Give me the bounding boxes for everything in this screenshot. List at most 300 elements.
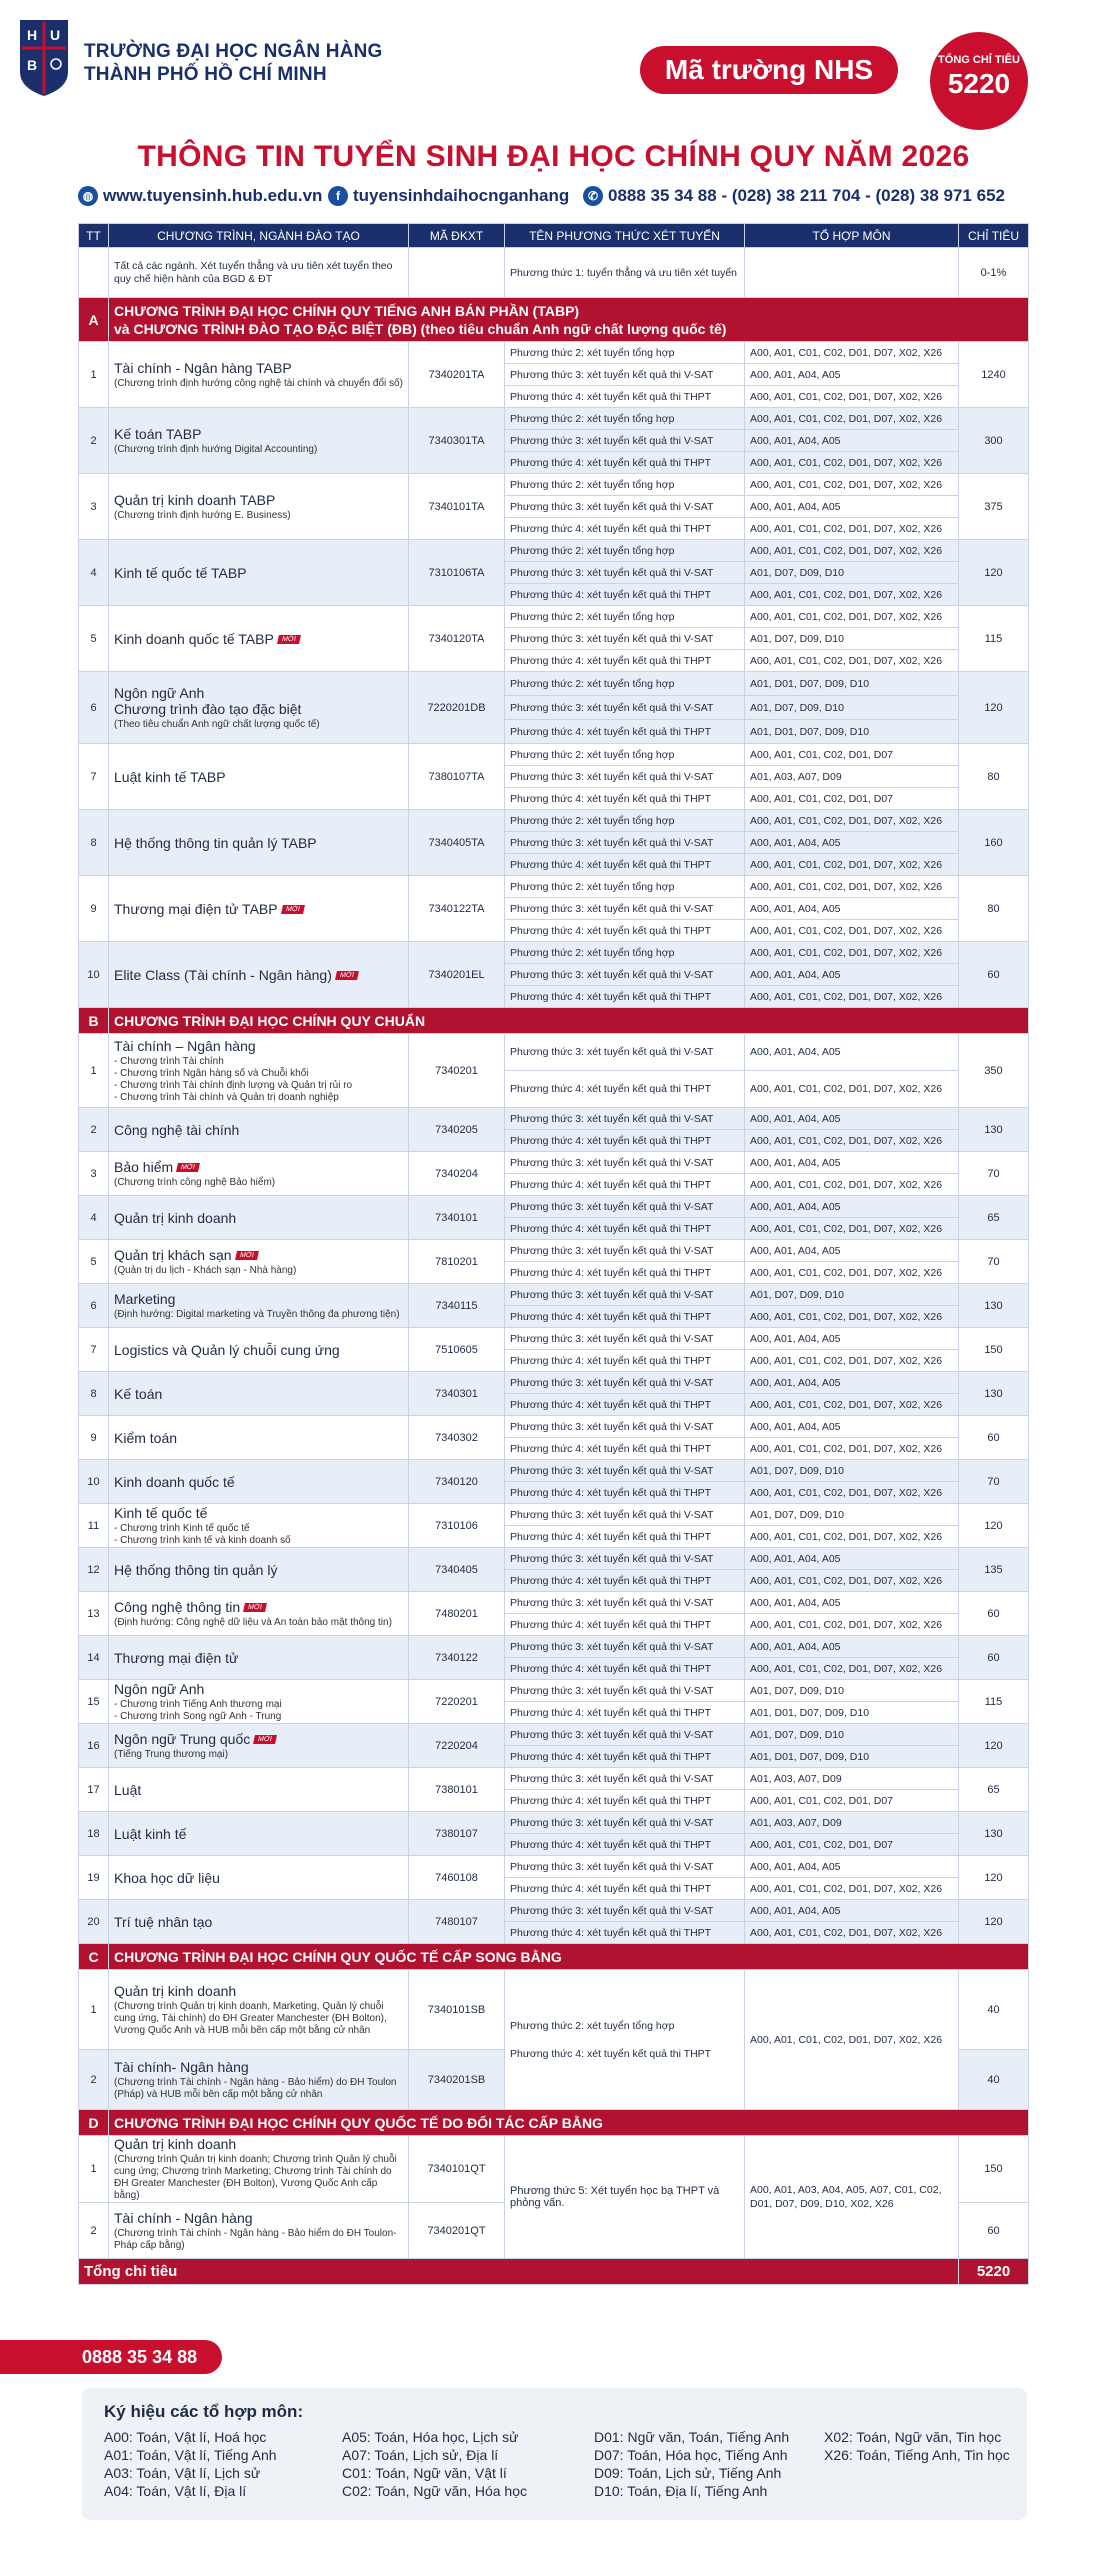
admission-method: Phương thức 4: xét tuyển kết quả thi THPT — [505, 1570, 745, 1592]
admission-method: Phương thức 3: xét tuyển kết quả thi V-SAT — [505, 1416, 745, 1438]
subject-combo: A00, A01, C01, C02, D01, D07, X02, X26 — [745, 876, 959, 898]
admission-method: Phương thức 2: xét tuyển tổng hợp — [505, 540, 745, 562]
program-code: 7340302 — [409, 1416, 505, 1460]
admission-method: Phương thức 4: xét tuyển kết quả thi THPT — [505, 518, 745, 540]
admissions-table-wrap — [78, 223, 1028, 2285]
school-name-line1: TRƯỜNG ĐẠI HỌC NGÂN HÀNG — [84, 41, 383, 62]
admission-method: Phương thức 2: xét tuyển tổng hợp — [505, 408, 745, 430]
admission-method: Phương thức 4: xét tuyển kết quả thi THPT — [505, 1526, 745, 1548]
program-code: 7380107 — [409, 1812, 505, 1856]
row-tt: 7 — [79, 1328, 109, 1372]
program-code: 7310106 — [409, 1504, 505, 1548]
program-name — [109, 1416, 409, 1460]
admission-method: Phương thức 3: xét tuyển kết quả thi V-SAT — [505, 1548, 745, 1570]
row-tt: 9 — [79, 876, 109, 942]
program-title: Hệ thống thông tin quản lý — [114, 1561, 278, 1578]
subject-combo: A00, A01, C01, C02, D01, D07, X02, X26 — [745, 1350, 959, 1372]
program-name — [109, 408, 409, 474]
admission-method: Phương thức 4: xét tuyển kết quả thi THPT — [505, 920, 745, 942]
program-note: (Theo tiêu chuẩn Anh ngữ chất lượng quốc tế) — [114, 718, 320, 730]
subject-combo: A00, A01, C01, C02, D01, D07, X02, X26 — [745, 584, 959, 606]
program-title: Công nghệ thông tin — [114, 1598, 241, 1615]
program-code: 7340101TA — [409, 474, 505, 540]
program-title: Luật kinh tế TABP — [114, 768, 226, 785]
row-tt: 16 — [79, 1724, 109, 1768]
admission-method: Phương thức 3: xét tuyển kết quả thi V-SAT — [505, 1328, 745, 1350]
program-name — [109, 1900, 409, 1944]
program-code: 7340101SB — [409, 1970, 505, 2050]
program-name — [109, 1196, 409, 1240]
legend-item: A03: Toán, Vật lí, Lịch sử — [104, 2465, 261, 2481]
program-quota: 130 — [959, 1284, 1029, 1328]
row-tt: 1 — [79, 2136, 109, 2203]
subject-combo: A00, A01, A04, A05 — [745, 1196, 959, 1218]
admission-method: Phương thức 2: xét tuyển tổng hợp — [505, 606, 745, 628]
school-name — [84, 40, 383, 86]
phone-numbers[interactable]: 0888 35 34 88 - (028) 38 211 704 - (028) 38 971 652 — [608, 186, 1005, 205]
program-note: - Chương trình Kinh tế quốc tế — [114, 1522, 250, 1534]
legend-item: D01: Ngữ văn, Toán, Tiếng Anh — [594, 2429, 790, 2445]
row-tt: 14 — [79, 1636, 109, 1680]
new-badge: MỚI — [281, 905, 305, 914]
subject-combo: A00, A01, C01, C02, D01, D07, X02, X26 — [745, 810, 959, 832]
row-tt: 17 — [79, 1768, 109, 1812]
admission-method: Phương thức 3: xét tuyển kết quả thi V-SAT — [505, 1636, 745, 1658]
admission-method: Phương thức 3: xét tuyển kết quả thi V-SAT — [505, 1680, 745, 1702]
program-code: 7340301TA — [409, 408, 505, 474]
admission-method: Phương thức 4: xét tuyển kết quả thi THPT — [505, 986, 745, 1008]
program-quota: 60 — [959, 1592, 1029, 1636]
new-badge: MỚI — [243, 1603, 267, 1612]
program-quota: 120 — [959, 1856, 1029, 1900]
row-tt: 2 — [79, 2203, 109, 2259]
program-quota: 60 — [959, 1636, 1029, 1680]
subject-combo: A01, D01, D07, D09, D10 — [745, 720, 959, 744]
subject-combo: A01, D07, D09, D10 — [745, 1504, 959, 1526]
admission-method: Phương thức 3: xét tuyển kết quả thi V-SAT — [505, 1768, 745, 1790]
program-note: (Chương trình Quản trị kinh doanh; Chương trình Quản lý chuỗi cung ứng; Chương trình Marketing; Chương trình Tài chính do ĐH Greater Manchester (ĐH Bolton), Vương Quốc Anh cấp bằng) — [114, 2154, 397, 2201]
program-code: 7340120TA — [409, 606, 505, 672]
subject-combo: A00, A01, A04, A05 — [745, 430, 959, 452]
section-a-rows — [79, 342, 1029, 1008]
subject-combo: A00, A01, C01, C02, D01, D07, X02, X26 — [745, 854, 959, 876]
subject-combo: A00, A01, C01, C02, D01, D07, X02, X26 — [745, 386, 959, 408]
page-title: THÔNG TIN TUYỂN SINH ĐẠI HỌC CHÍNH QUY NĂM 2026 — [137, 140, 970, 173]
program-note: - Chương trình Song ngữ Anh - Trung — [114, 1710, 282, 1722]
website-contact[interactable] — [78, 186, 322, 206]
program-quota: 40 — [959, 2050, 1029, 2110]
admission-method: Phương thức 3: xét tuyển kết quả thi V-SAT — [505, 1284, 745, 1306]
admission-method: Phương thức 2: xét tuyển tổng hợp — [505, 672, 745, 696]
row-tt: 13 — [79, 1592, 109, 1636]
admission-method: Phương thức 2: xét tuyển tổng hợp — [505, 744, 745, 766]
program-name — [109, 474, 409, 540]
program-title: Quản trị kinh doanh — [114, 1982, 237, 1999]
program-note: (Tiếng Trung thương mại) — [114, 1748, 229, 1760]
program-code: 7340122 — [409, 1636, 505, 1680]
subject-combo: A01, D07, D09, D10 — [745, 562, 959, 584]
admission-method: Phương thức 3: xét tuyển kết quả thi V-SAT — [505, 1240, 745, 1262]
row-tt: 3 — [79, 474, 109, 540]
subject-combo-legend — [82, 2388, 1027, 2520]
table-header-row — [79, 224, 1029, 248]
subject-combo: A00, A01, C01, C02, D01, D07, X02, X26 — [745, 474, 959, 496]
program-code: 7380107TA — [409, 744, 505, 810]
admission-method: Phương thức 4: xét tuyển kết quả thi THPT — [505, 1130, 745, 1152]
subject-combo: A01, D01, D07, D09, D10 — [745, 1746, 959, 1768]
facebook-contact[interactable] — [328, 186, 569, 206]
program-quota: 120 — [959, 1724, 1029, 1768]
program-title: Marketing — [114, 1290, 176, 1307]
row-tt: 7 — [79, 744, 109, 810]
legend-column-4 — [824, 2428, 1010, 2464]
table-row — [79, 606, 1029, 628]
admission-method: Phương thức 3: xét tuyển kết quả thi V-SAT — [505, 1152, 745, 1174]
program-name — [109, 1034, 409, 1108]
program-note: (Chương trình Tài chính - Ngân hàng - Bảo hiểm do ĐH Toulon-Pháp cấp bằng) — [114, 2227, 397, 2251]
program-name — [109, 1680, 409, 1724]
subject-combo: A00, A01, C01, C02, D01, D07, X02, X26 — [745, 1218, 959, 1240]
program-code: 7340405TA — [409, 810, 505, 876]
program-title: Luật kinh tế — [114, 1825, 187, 1842]
admission-method: Phương thức 4: xét tuyển kết quả thi THPT — [505, 1174, 745, 1196]
subject-combo: A00, A01, A04, A05 — [745, 364, 959, 386]
program-note: - Chương trình Tài chính và Quản trị doanh nghiệp — [114, 1091, 339, 1103]
table-row — [79, 1372, 1029, 1394]
subject-combo: A00, A01, C01, C02, D01, D07, X02, X26 — [745, 1130, 959, 1152]
subject-combo: A00, A01, C01, C02, D01, D07, X02, X26 — [745, 1262, 959, 1284]
program-title: Tài chính - Ngân hàng — [114, 2209, 253, 2226]
admission-method: Phương thức 3: xét tuyển kết quả thi V-SAT — [505, 628, 745, 650]
col-header-tt: TT — [79, 224, 109, 248]
row-tt: 9 — [79, 1416, 109, 1460]
legend-column-3 — [594, 2428, 789, 2500]
row-tt: 8 — [79, 1372, 109, 1416]
program-title: Kế toán TABP — [114, 425, 202, 442]
program-note: (Định hướng: Công nghệ dữ liệu và An toàn bảo mật thông tin) — [114, 1616, 392, 1628]
admission-method: Phương thức 4: xét tuyển kết quả thi THPT — [505, 854, 745, 876]
program-quota: 120 — [959, 1504, 1029, 1548]
school-name-line2: THÀNH PHỐ HỒ CHÍ MINH — [84, 64, 327, 85]
admission-method: Phương thức 4: xét tuyển kết quả thi THPT — [505, 1746, 745, 1768]
program-note: (Chương trình định hướng công nghệ tài chính và chuyển đổi số) — [114, 377, 403, 389]
admission-method: Phương thức 4: xét tuyển kết quả thi THPT — [505, 1658, 745, 1680]
section-d-header — [79, 2110, 1029, 2136]
table-row — [79, 1504, 1029, 1526]
program-quota: 160 — [959, 810, 1029, 876]
subject-combo: A00, A01, A04, A05 — [745, 1416, 959, 1438]
row-tt: 2 — [79, 408, 109, 474]
admission-method: Phương thức 4: xét tuyển kết quả thi THPT — [505, 1614, 745, 1636]
table-row — [79, 540, 1029, 562]
hotline-badge[interactable]: 0888 35 34 88 — [0, 2340, 222, 2374]
program-title: Ngôn ngữ Anh — [114, 1680, 205, 1697]
program-title: Elite Class (Tài chính - Ngân hàng) — [114, 966, 332, 983]
program-quota: 150 — [959, 1328, 1029, 1372]
subject-combo: A00, A01, C01, C02, D01, D07, X02, X26 — [745, 1438, 959, 1460]
section-b-letter: B — [79, 1008, 109, 1034]
program-name — [109, 1504, 409, 1548]
legend-column-1 — [104, 2428, 277, 2500]
program-title: Thương mại điện tử — [114, 1649, 239, 1666]
admission-method: Phương thức 3: xét tuyển kết quả thi V-SAT — [505, 1108, 745, 1130]
subject-combo: A00, A01, A04, A05 — [745, 832, 959, 854]
admission-method: Phương thức 5: Xét tuyển học bạ THPT và phỏng vấn. — [505, 2136, 745, 2259]
new-badge: MỚI — [235, 1251, 259, 1260]
subject-combo: A00, A01, A04, A05 — [745, 1108, 959, 1130]
admission-method: Phương thức 4: xét tuyển kết quả thi THPT — [505, 1262, 745, 1284]
admission-method: Phương thức 3: xét tuyển kết quả thi V-SAT — [505, 364, 745, 386]
row-tt: 4 — [79, 1196, 109, 1240]
program-quota: 350 — [959, 1034, 1029, 1108]
program-name — [109, 1460, 409, 1504]
admission-method: Phương thức 3: xét tuyển kết quả thi V-SAT — [505, 430, 745, 452]
admission-method: Phương thức 3: xét tuyển kết quả thi V-SAT — [505, 766, 745, 788]
col-header-method: TÊN PHƯƠNG THỨC XÉT TUYỂN — [505, 224, 745, 248]
svg-text:B: B — [27, 57, 38, 73]
program-code: 7340201 — [409, 1034, 505, 1108]
legend-item: A04: Toán, Vật lí, Địa lí — [104, 2483, 247, 2499]
program-name — [109, 1970, 409, 2050]
admission-method: Phương thức 3: xét tuyển kết quả thi V-SAT — [505, 1196, 745, 1218]
table-row — [79, 1460, 1029, 1482]
subject-combo: A01, A03, A07, D09 — [745, 1768, 959, 1790]
subject-combo: A00, A01, C01, C02, D01, D07 — [745, 788, 959, 810]
svg-text:H: H — [27, 27, 38, 43]
table-row — [79, 876, 1029, 898]
table-row — [79, 942, 1029, 964]
subject-combo: A00, A01, A04, A05 — [745, 1548, 959, 1570]
row-tt: 1 — [79, 1034, 109, 1108]
program-title: Kinh tế quốc tế — [114, 1504, 208, 1521]
col-header-code: MÃ ĐKXT — [409, 224, 505, 248]
admission-method: Phương thức 2: xét tuyển tổng hợp — [505, 342, 745, 364]
program-code: 7340101QT — [409, 2136, 505, 2203]
globe-icon: ◍ — [78, 186, 98, 206]
program-code: 7340201SB — [409, 2050, 505, 2110]
program-title: Tài chính – Ngân hàng — [114, 1037, 256, 1054]
subject-combo: A00, A01, A04, A05 — [745, 1856, 959, 1878]
admission-method: Phương thức 2: xét tuyển tổng hợp — [505, 810, 745, 832]
legend-item: X02: Toán, Ngữ văn, Tin học — [824, 2429, 1002, 2445]
admission-method: Phương thức 3: xét tuyển kết quả thi V-SAT — [505, 496, 745, 518]
subject-combo: A00, A01, C01, C02, D01, D07, X02, X26 — [745, 408, 959, 430]
program-code: 7220201 — [409, 1680, 505, 1724]
admission-method: Phương thức 3: xét tuyển kết quả thi V-SAT — [505, 1856, 745, 1878]
table-row — [79, 1108, 1029, 1130]
subject-combo: A00, A01, A04, A05 — [745, 1240, 959, 1262]
program-code: 7340115 — [409, 1284, 505, 1328]
program-title: Kế toán — [114, 1385, 163, 1402]
col-header-quota: CHỈ TIÊU — [959, 224, 1029, 248]
admissions-table — [78, 223, 1029, 2285]
page-header — [0, 0, 1107, 130]
intro-method: Phương thức 1: tuyển thẳng và ưu tiên xét tuyển — [505, 248, 745, 298]
program-quota: 80 — [959, 744, 1029, 810]
section-c-letter: C — [79, 1944, 109, 1970]
admission-method: Phương thức 2: xét tuyển tổng hợp — [505, 876, 745, 898]
row-tt: 15 — [79, 1680, 109, 1724]
admission-method: Phương thức 3: xét tuyển kết quả thi V-SAT — [505, 696, 745, 720]
program-code: 7340301 — [409, 1372, 505, 1416]
website-link[interactable]: www.tuyensinh.hub.edu.vn — [103, 186, 323, 205]
contact-bar — [78, 186, 1028, 210]
subject-combo: A00, A01, C01, C02, D01, D07, X02, X26 — [745, 1570, 959, 1592]
section-d-title: CHƯƠNG TRÌNH ĐẠI HỌC CHÍNH QUY QUỐC TẾ DO ĐỐI TÁC CẤP BẰNG — [109, 2110, 1029, 2136]
admission-method — [505, 1970, 745, 2110]
admission-method: Phương thức 3: xét tuyển kết quả thi V-SAT — [505, 1460, 745, 1482]
program-quota: 375 — [959, 474, 1029, 540]
subject-combo: A00, A01, A04, A05 — [745, 1152, 959, 1174]
program-note: - Chương trình Tài chính định lượng và Quản trị rủi ro — [114, 1079, 353, 1091]
program-title: Kinh tế quốc tế TABP — [114, 564, 247, 581]
subject-combo: A00, A01, C01, C02, D01, D07, X02, X26 — [745, 986, 959, 1008]
program-title: Tài chính- Ngân hàng — [114, 2058, 249, 2075]
program-name — [109, 1284, 409, 1328]
method-line2: Phương thức 4: xét tuyển kết quả thi THPT — [510, 2047, 712, 2060]
svg-text:U: U — [50, 27, 61, 43]
new-badge: MỚI — [335, 971, 359, 980]
row-tt: 20 — [79, 1900, 109, 1944]
program-title: Quản trị kinh doanh TABP — [114, 491, 276, 508]
program-note: (Chương trình Tài chính - Ngân hàng - Bảo hiểm) do ĐH Toulon (Pháp) và HUB mỗi bên cấp một bằng cử nhân — [114, 2076, 397, 2100]
program-code: 7460108 — [409, 1856, 505, 1900]
admission-method: Phương thức 4: xét tuyển kết quả thi THPT — [505, 720, 745, 744]
subject-combo: A01, D07, D09, D10 — [745, 1284, 959, 1306]
admission-method: Phương thức 3: xét tuyển kết quả thi V-SAT — [505, 898, 745, 920]
admission-method: Phương thức 4: xét tuyển kết quả thi THPT — [505, 1306, 745, 1328]
legend-item: C01: Toán, Ngữ văn, Vật lí — [342, 2465, 507, 2481]
program-title: Kinh doanh quốc tế — [114, 1473, 235, 1490]
section-a-title-line1: CHƯƠNG TRÌNH ĐẠI HỌC CHÍNH QUY TIẾNG ANH BÁN PHẦN (TABP) — [114, 302, 580, 319]
program-name — [109, 1812, 409, 1856]
row-tt: 2 — [79, 2050, 109, 2110]
program-code: 7480107 — [409, 1900, 505, 1944]
program-name — [109, 1856, 409, 1900]
row-tt: 8 — [79, 810, 109, 876]
subject-combo: A00, A01, C01, C02, D01, D07 — [745, 744, 959, 766]
program-title: Hệ thống thông tin quản lý TABP — [114, 834, 317, 851]
program-title: Logistics và Quản lý chuỗi cung ứng — [114, 1341, 340, 1358]
admission-method: Phương thức 4: xét tuyển kết quả thi THPT — [505, 1922, 745, 1944]
admission-method: Phương thức 4: xét tuyển kết quả thi THPT — [505, 788, 745, 810]
program-note: (Chương trình định hướng Digital Accounting) — [114, 443, 318, 455]
program-name — [109, 1152, 409, 1196]
program-name — [109, 2203, 409, 2259]
program-name — [109, 1724, 409, 1768]
subject-combo: A01, D07, D09, D10 — [745, 696, 959, 720]
admission-method: Phương thức 3: xét tuyển kết quả thi V-SAT — [505, 1372, 745, 1394]
admission-method: Phương thức 4: xét tuyển kết quả thi THPT — [505, 1878, 745, 1900]
table-row — [79, 1856, 1029, 1878]
subject-combo: A00, A01, C01, C02, D01, D07, X02, X26 — [745, 1614, 959, 1636]
total-row — [79, 2259, 1029, 2285]
program-name — [109, 606, 409, 672]
program-code: 7220204 — [409, 1724, 505, 1768]
subject-combo: A00, A01, C01, C02, D01, D07, X02, X26 — [745, 942, 959, 964]
facebook-link[interactable]: tuyensinhdaihocnganhang — [353, 186, 570, 205]
table-row — [79, 1812, 1029, 1834]
subject-combo: A00, A01, C01, C02, D01, D07, X02, X26 — [745, 1306, 959, 1328]
intro-quota: 0-1% — [959, 248, 1029, 298]
row-tt: 2 — [79, 1108, 109, 1152]
program-note: (Chương trình Quản trị kinh doanh, Marketing, Quản lý chuỗi cung ứng, Tài chính) do ĐH Greater Manchester (ĐH Bolton), Vương Quốc Anh và HUB mỗi bên cấp một bằng cử nhân — [114, 2000, 387, 2036]
table-row — [79, 1034, 1029, 1071]
program-title: Kinh doanh quốc tế TABP — [114, 630, 274, 647]
subject-combo: A00, A01, C01, C02, D01, D07, X02, X26 — [745, 1394, 959, 1416]
admission-method: Phương thức 4: xét tuyển kết quả thi THPT — [505, 584, 745, 606]
table-row — [79, 744, 1029, 766]
subject-combo: A00, A01, C01, C02, D01, D07, X02, X26 — [745, 1482, 959, 1504]
table-row — [79, 1680, 1029, 1702]
program-name — [109, 2050, 409, 2110]
admission-method: Phương thức 3: xét tuyển kết quả thi V-SAT — [505, 562, 745, 584]
table-row — [79, 1196, 1029, 1218]
program-title: Quản trị khách sạn — [114, 1246, 232, 1263]
subject-combo: A00, A01, C01, C02, D01, D07, X02, X26 — [745, 1526, 959, 1548]
admission-method: Phương thức 4: xét tuyển kết quả thi THPT — [505, 1218, 745, 1240]
method-line1: Phương thức 2: xét tuyển tổng hợp — [510, 2019, 675, 2032]
subject-combo: A00, A01, A04, A05 — [745, 1636, 959, 1658]
program-name — [109, 1108, 409, 1152]
program-quota: 130 — [959, 1812, 1029, 1856]
phone-contact[interactable] — [583, 186, 1005, 206]
row-tt: 6 — [79, 672, 109, 744]
subject-combo: A00, A01, A04, A05 — [745, 964, 959, 986]
section-b-title: CHƯƠNG TRÌNH ĐẠI HỌC CHÍNH QUY CHUẨN — [109, 1008, 1029, 1034]
program-code: 7480201 — [409, 1592, 505, 1636]
new-badge: MỚI — [176, 1163, 200, 1172]
program-code: 7340122TA — [409, 876, 505, 942]
program-name — [109, 744, 409, 810]
program-quota: 1240 — [959, 342, 1029, 408]
table-row — [79, 2136, 1029, 2203]
subject-combo: A01, D07, D09, D10 — [745, 1460, 959, 1482]
program-title: Trí tuệ nhân tạo — [114, 1913, 213, 1930]
program-quota: 60 — [959, 2203, 1029, 2259]
program-title: Tài chính - Ngân hàng TABP — [114, 359, 292, 376]
program-code: 7810201 — [409, 1240, 505, 1284]
table-row — [79, 1724, 1029, 1746]
row-tt: 10 — [79, 1460, 109, 1504]
admission-method: Phương thức 4: xét tuyển kết quả thi THPT — [505, 650, 745, 672]
table-row — [79, 1592, 1029, 1614]
new-badge: MỚI — [253, 1735, 277, 1744]
program-note: (Chương trình công nghệ Bảo hiểm) — [114, 1176, 276, 1188]
admission-method: Phương thức 4: xét tuyển kết quả thi THPT — [505, 452, 745, 474]
program-code: 7510605 — [409, 1328, 505, 1372]
admission-method: Phương thức 4: xét tuyển kết quả thi THPT — [505, 386, 745, 408]
table-row — [79, 408, 1029, 430]
program-code: 7340120 — [409, 1460, 505, 1504]
school-code-badge: Mã trường NHS — [640, 46, 898, 94]
admission-method: Phương thức 4: xét tuyển kết quả thi THPT — [505, 1834, 745, 1856]
program-title: Kiểm toán — [114, 1429, 178, 1446]
table-row — [79, 672, 1029, 696]
admission-method: Phương thức 2: xét tuyển tổng hợp — [505, 474, 745, 496]
program-note: (Định hướng: Digital marketing và Truyền thông đa phương tiện) — [114, 1308, 400, 1320]
program-note: (Quản trị du lịch - Khách sạn - Nhà hàng) — [114, 1264, 297, 1276]
subject-combo: A01, A03, A07, D09 — [745, 766, 959, 788]
legend-item: A05: Toán, Hóa học, Lịch sử — [342, 2429, 519, 2445]
subject-combo: A00, A01, A04, A05 — [745, 1328, 959, 1350]
program-name — [109, 672, 409, 744]
program-quota: 115 — [959, 1680, 1029, 1724]
program-code: 7220201DB — [409, 672, 505, 744]
subject-combo: A00, A01, C01, C02, D01, D07, X02, X26 — [745, 1658, 959, 1680]
admission-method: Phương thức 2: xét tuyển tổng hợp — [505, 942, 745, 964]
program-quota: 70 — [959, 1460, 1029, 1504]
